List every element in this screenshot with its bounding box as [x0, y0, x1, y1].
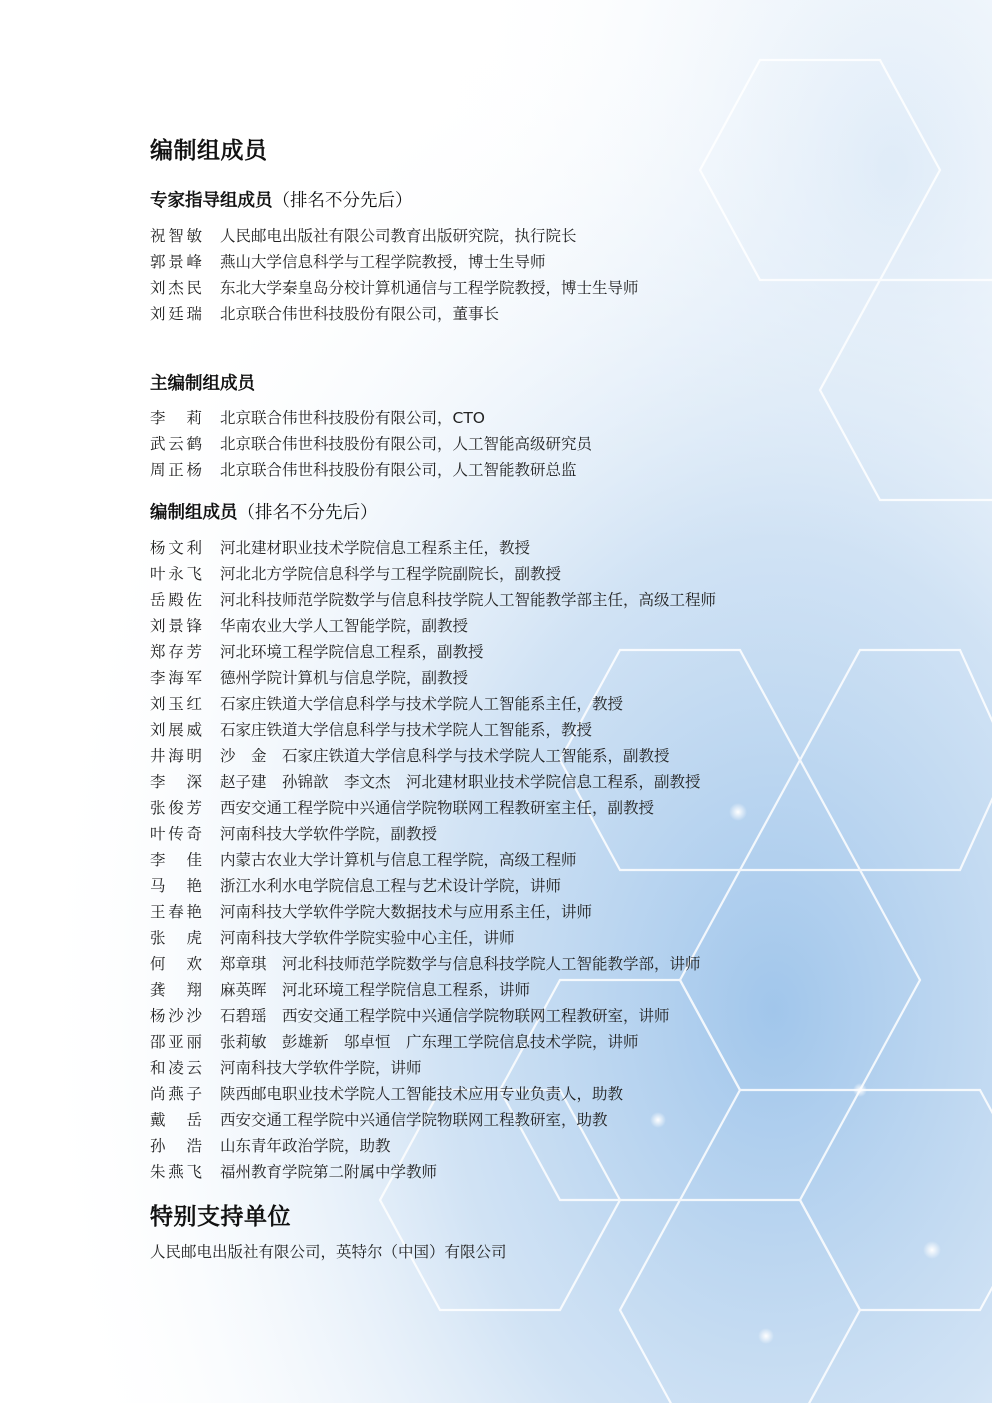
member-affiliation: 赵子建 孙锦歆 李文杰 河北建材职业技术学院信息工程系，副教授 [220, 773, 701, 791]
member-affiliation: 西安交通工程学院中兴通信学院物联网工程教研室，助教 [220, 1111, 608, 1129]
member-name: 李海军 [150, 669, 202, 687]
member-name: 叶传奇 [150, 825, 202, 843]
list-item: 祝智敏 人民邮电出版社有限公司教育出版研究院，执行院长 [150, 227, 577, 245]
list-item: 周正杨 北京联合伟世科技股份有限公司，人工智能教研总监 [150, 461, 577, 479]
list-item [150, 613, 716, 639]
expert-group-heading-text: 专家指导组成员 [150, 191, 273, 211]
member-name: 尚燕子 [150, 1085, 202, 1103]
member-affiliation: 河北科技师范学院数学与信息科技学院人工智能教学部主任，高级工程师 [220, 591, 717, 609]
chief-group-heading [150, 370, 255, 395]
chief-group-heading-text: 主编制组成员 [150, 374, 255, 394]
page-title: 编制组成员 [150, 138, 268, 164]
list-item [150, 769, 716, 795]
member-affiliation: 河南科技大学软件学院，讲师 [220, 1059, 422, 1077]
support-title: 特别支持单位 [150, 1204, 291, 1230]
list-item: 武云鹤 北京联合伟世科技股份有限公司，人工智能高级研究员 [150, 435, 593, 453]
list-item: 刘杰民 东北大学秦皇岛分校计算机通信与工程学院教授，博士生导师 [150, 279, 639, 297]
list-item [150, 925, 716, 951]
list-item [150, 899, 716, 925]
member-affiliation: 河南科技大学软件学院大数据技术与应用系主任，讲师 [220, 903, 593, 921]
member-name: 郑存芳 [150, 643, 202, 661]
member-name: 李 佳 [150, 851, 202, 869]
member-name: 井海明 [150, 747, 202, 765]
member-affiliation: 沙 金 石家庄铁道大学信息科学与技术学院人工智能系，副教授 [220, 747, 670, 765]
list-item: 郭景峰 燕山大学信息科学与工程学院教授，博士生导师 [150, 253, 546, 271]
list-item [150, 951, 716, 977]
member-affiliation: 石碧瑶 西安交通工程学院中兴通信学院物联网工程教研室，讲师 [220, 1007, 670, 1025]
list-item [150, 587, 716, 613]
expert-group-heading-note: （排名不分先后） [272, 191, 413, 211]
list-item [150, 691, 716, 717]
member-name: 何 欢 [150, 955, 202, 973]
member-affiliation: 华南农业大学人工智能学院，副教授 [220, 617, 469, 635]
member-affiliation: 河南科技大学软件学院实验中心主任，讲师 [220, 929, 515, 947]
list-item [150, 535, 716, 561]
member-name: 邵亚丽 [150, 1033, 202, 1051]
member-affiliation: 石家庄铁道大学信息科学与技术学院人工智能系主任，教授 [220, 695, 624, 713]
member-affiliation: 山东青年政治学院，助教 [220, 1137, 391, 1155]
list-item [150, 873, 716, 899]
list-item: 李 莉 北京联合伟世科技股份有限公司，CTO [150, 409, 485, 427]
list-item [150, 1029, 716, 1055]
member-affiliation: 陕西邮电职业技术学院人工智能技术应用专业负责人，助教 [220, 1085, 624, 1103]
editor-group-heading [150, 499, 378, 524]
member-affiliation: 河北建材职业技术学院信息工程系主任，教授 [220, 539, 531, 557]
expert-group-heading [150, 187, 413, 212]
member-name: 马 艳 [150, 877, 202, 895]
member-name: 杨文利 [150, 539, 202, 557]
list-item [150, 1133, 716, 1159]
list-item: 刘廷瑞 北京联合伟世科技股份有限公司，董事长 [150, 305, 500, 323]
member-name: 张俊芳 [150, 799, 202, 817]
list-item [150, 795, 716, 821]
member-name: 王春艳 [150, 903, 202, 921]
member-affiliation: 郑章琪 河北科技师范学院数学与信息科技学院人工智能教学部，讲师 [220, 955, 701, 973]
list-item [150, 1081, 716, 1107]
member-name: 戴 岳 [150, 1111, 202, 1129]
member-affiliation: 石家庄铁道大学信息科学与技术学院人工智能系，教授 [220, 721, 593, 739]
member-name: 李 深 [150, 773, 202, 791]
member-name: 朱燕飞 [150, 1163, 202, 1181]
member-name: 龚 翔 [150, 981, 202, 999]
list-item [150, 561, 716, 587]
member-affiliation: 浙江水利水电学院信息工程与艺术设计学院，讲师 [220, 877, 562, 895]
member-name: 岳殿佐 [150, 591, 202, 609]
list-item [150, 977, 716, 1003]
member-affiliation: 德州学院计算机与信息学院，副教授 [220, 669, 469, 687]
member-affiliation: 西安交通工程学院中兴通信学院物联网工程教研室主任，副教授 [220, 799, 655, 817]
member-name: 刘展威 [150, 721, 202, 739]
support-text: 人民邮电出版社有限公司，英特尔（中国）有限公司 [150, 1243, 507, 1261]
member-affiliation: 张莉敏 彭雄新 邬卓恒 广东理工学院信息技术学院，讲师 [220, 1033, 639, 1051]
chief-group-list [150, 405, 592, 483]
list-item [150, 743, 716, 769]
list-item [150, 717, 716, 743]
member-affiliation: 福州教育学院第二附属中学教师 [220, 1163, 438, 1181]
list-item [150, 1159, 716, 1185]
member-affiliation: 麻英晖 河北环境工程学院信息工程系，讲师 [220, 981, 531, 999]
list-item [150, 1055, 716, 1081]
member-name: 张 虎 [150, 929, 202, 947]
member-name: 叶永飞 [150, 565, 202, 583]
member-affiliation: 河南科技大学软件学院，副教授 [220, 825, 438, 843]
member-name: 杨沙沙 [150, 1007, 202, 1025]
list-item [150, 821, 716, 847]
expert-group-list [150, 223, 639, 327]
member-affiliation: 内蒙古农业大学计算机与信息工程学院，高级工程师 [220, 851, 577, 869]
member-name: 和凌云 [150, 1059, 202, 1077]
member-name: 刘景锋 [150, 617, 202, 635]
member-name: 孙 浩 [150, 1137, 202, 1155]
editor-group-list [150, 535, 716, 1185]
list-item [150, 1107, 716, 1133]
editor-group-heading-text: 编制组成员 [150, 503, 238, 523]
list-item [150, 639, 716, 665]
member-affiliation: 河北环境工程学院信息工程系，副教授 [220, 643, 484, 661]
list-item [150, 847, 716, 873]
editor-group-heading-note: （排名不分先后） [237, 503, 378, 523]
member-affiliation: 河北北方学院信息科学与工程学院副院长，副教授 [220, 565, 562, 583]
list-item [150, 1003, 716, 1029]
list-item [150, 665, 716, 691]
member-name: 刘玉红 [150, 695, 202, 713]
